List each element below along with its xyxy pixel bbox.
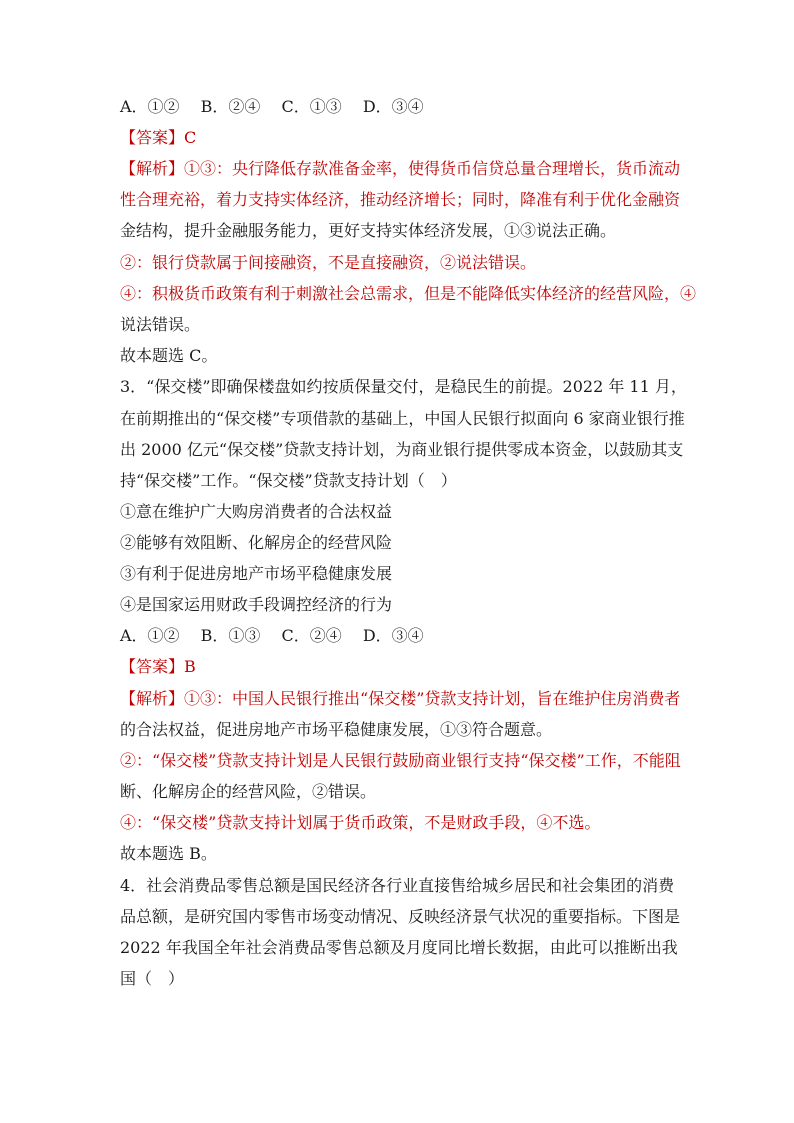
q3-options: A．①② B．①③ C．②④ D．③④ bbox=[120, 626, 424, 645]
q3-stem-line-4: 持“保交楼”工作。“保交楼”贷款支持计划（ ） bbox=[120, 471, 457, 490]
q3-stem-line-2: 在前期推出的“保交楼”专项借款的基础上，中国人民银行拟面向 6 家商业银行推 bbox=[120, 409, 685, 428]
answer-value: C bbox=[184, 128, 197, 147]
q3-analysis-item-2-line-2: 断、化解房企的经营风险，②错误。 bbox=[120, 782, 377, 801]
q4-stem-line-2: 品总额，是研究国内零售市场变动情况、反映经济景气状况的重要指标。下图是 bbox=[120, 907, 681, 926]
q2-analysis-line-3: 金结构，提升金融服务能力，更好支持实体经济发展，①③说法正确。 bbox=[120, 221, 617, 240]
q3-stem-line-1: 3．“保交楼”即确保楼盘如约按质保量交付，是稳民生的前提。2022 年 11 月， bbox=[120, 377, 687, 396]
q2-conclusion: 故本题选 C。 bbox=[120, 346, 218, 365]
analysis-text: ①③：中国人民银行推出“保交楼”贷款支持计划，旨在维护住房消费者 bbox=[184, 689, 681, 708]
analysis-text: ①③：央行降低存款准备金率，使得货币信贷总量合理增长，货币流动 bbox=[184, 159, 681, 178]
answer-tag: 【答案】 bbox=[120, 128, 185, 147]
q4-stem-line-1: 4．社会消费品零售总额是国民经济各行业直接售给城乡居民和社会集团的消费 bbox=[120, 876, 675, 895]
answer-tag: 【答案】 bbox=[120, 657, 185, 676]
q2-options: A．①② B．②④ C．①③ D．③④ bbox=[120, 97, 424, 116]
q3-answer bbox=[120, 656, 680, 678]
q2-analysis-item-4-line-1: ④：积极货币政策有利于刺激社会总需求，但是不能降低实体经济的经营风险，④ bbox=[120, 284, 697, 303]
q3-item-3: ③有利于促进房地产市场平稳健康发展 bbox=[120, 564, 393, 583]
q3-item-4: ④是国家运用财政手段调控经济的行为 bbox=[120, 595, 393, 614]
q4-stem-line-4: 国（ ） bbox=[120, 969, 185, 988]
q3-analysis-item-4: ④：“保交楼”贷款支持计划属于货币政策，不是财政手段，④不选。 bbox=[120, 813, 601, 832]
q3-analysis-item-2-line-1: ②：“保交楼”贷款支持计划是人民银行鼓励商业银行支持“保交楼”工作，不能阻 bbox=[120, 751, 681, 770]
q3-conclusion: 故本题选 B。 bbox=[120, 844, 217, 863]
q2-answer bbox=[120, 127, 680, 149]
q2-analysis-line-1 bbox=[120, 158, 680, 180]
q3-stem-line-3: 出 2000 亿元“保交楼”贷款支持计划，为商业银行提供零成本资金，以鼓励其支 bbox=[120, 440, 684, 459]
q2-analysis-line-2: 性合理充裕，着力支持实体经济，推动经济增长；同时，降准有利于优化金融资 bbox=[120, 190, 681, 209]
q3-item-2: ②能够有效阻断、化解房企的经营风险 bbox=[120, 533, 393, 552]
q2-analysis-item-4-line-2: 说法错误。 bbox=[120, 315, 201, 334]
q3-item-1: ①意在维护广大购房消费者的合法权益 bbox=[120, 502, 393, 521]
answer-value: B bbox=[184, 657, 196, 676]
q3-analysis-line-1 bbox=[120, 688, 680, 710]
q4-stem-line-3: 2022 年我国全年社会消费品零售总额及月度同比增长数据，由此可以推断出我 bbox=[120, 938, 678, 957]
q2-analysis-item-2: ②：银行贷款属于间接融资，不是直接融资，②说法错误。 bbox=[120, 253, 537, 272]
q3-analysis-line-2: 的合法权益，促进房地产市场平稳健康发展，①③符合题意。 bbox=[120, 720, 553, 739]
analysis-tag: 【解析】 bbox=[120, 689, 185, 708]
analysis-tag: 【解析】 bbox=[120, 159, 185, 178]
